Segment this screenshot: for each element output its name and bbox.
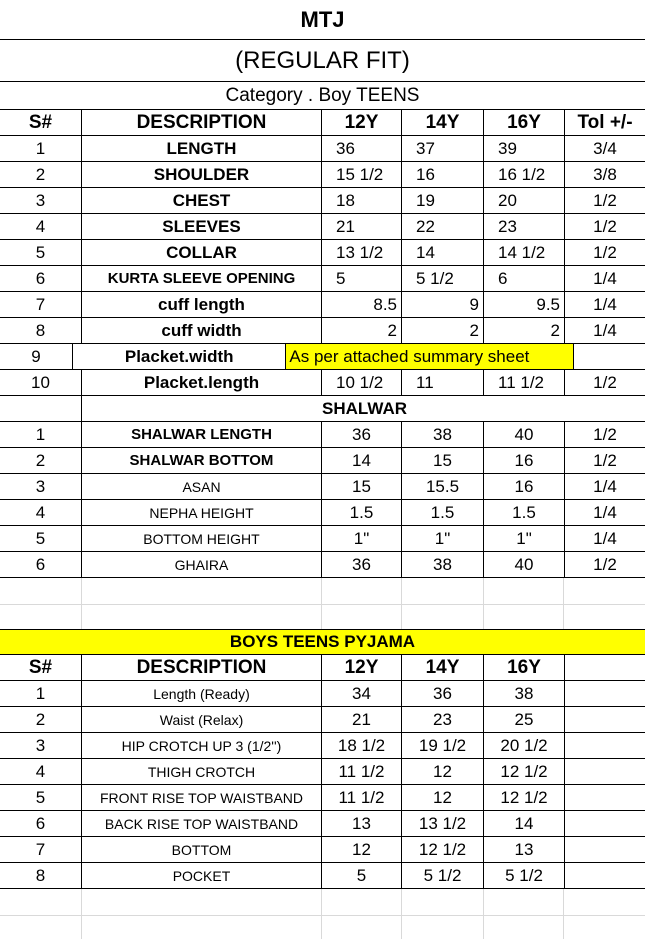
row-tolerance: 1/2 bbox=[593, 554, 617, 574]
value-12y: 36 bbox=[322, 422, 402, 447]
col-description-header: DESCRIPTION bbox=[82, 655, 322, 680]
col-sn-header: S# bbox=[0, 655, 82, 680]
table-row bbox=[0, 318, 645, 344]
table-row bbox=[0, 733, 645, 759]
row-tolerance: 1/4 bbox=[593, 294, 617, 314]
row-tolerance bbox=[565, 811, 645, 836]
table-row bbox=[0, 707, 645, 733]
row-sn: 5 bbox=[0, 240, 82, 265]
value-12y: 36 bbox=[322, 552, 402, 577]
value-16y: 16 1/2 bbox=[484, 162, 565, 187]
value-12y: 18 bbox=[322, 188, 402, 213]
value-14y: 5 1/2 bbox=[402, 863, 484, 888]
table-row bbox=[0, 448, 645, 474]
table-row bbox=[0, 552, 645, 578]
row-description: cuff width bbox=[82, 318, 322, 343]
row-sn: 5 bbox=[0, 785, 82, 810]
value-16y: 16 bbox=[484, 448, 565, 473]
row-description: CHEST bbox=[82, 188, 322, 213]
header-row bbox=[0, 110, 645, 136]
col-12y-header: 12Y bbox=[322, 110, 402, 135]
value-14y: 38 bbox=[402, 552, 484, 577]
col-16y-header: 16Y bbox=[484, 110, 565, 135]
row-tolerance bbox=[565, 759, 645, 784]
row-tolerance: 3/4 bbox=[593, 138, 617, 158]
row-tolerance: 1/2 bbox=[593, 190, 617, 210]
row-tolerance: 1/4 bbox=[593, 320, 617, 340]
row-description: LENGTH bbox=[82, 136, 322, 161]
value-16y: 23 bbox=[484, 214, 565, 239]
grid-line bbox=[401, 889, 402, 939]
summary-note: As per attached summary sheet bbox=[286, 344, 574, 369]
shalwar-section-label: SHALWAR bbox=[322, 398, 407, 418]
value-14y: 16 bbox=[402, 162, 484, 187]
col-description-header: DESCRIPTION bbox=[82, 110, 322, 135]
grid-line bbox=[0, 604, 645, 605]
table-row bbox=[0, 500, 645, 526]
value-14y: 36 bbox=[402, 681, 484, 706]
table-row bbox=[0, 526, 645, 552]
company-title: MTJ bbox=[0, 0, 645, 40]
value-14y: 19 bbox=[402, 188, 484, 213]
value-14y: 15.5 bbox=[402, 474, 484, 499]
table-row bbox=[0, 759, 645, 785]
value-16y: 9.5 bbox=[484, 292, 565, 317]
value-12y: 10 1/2 bbox=[322, 370, 402, 395]
grid-line bbox=[0, 915, 645, 916]
value-14y: 9 bbox=[402, 292, 484, 317]
row-sn: 7 bbox=[0, 837, 82, 862]
value-16y: 40 bbox=[484, 552, 565, 577]
row-description: KURTA SLEEVE OPENING bbox=[82, 266, 322, 291]
value-14y: 37 bbox=[402, 136, 484, 161]
value-12y: 21 bbox=[322, 214, 402, 239]
row-tolerance: 1/4 bbox=[593, 528, 617, 548]
row-tolerance bbox=[565, 837, 645, 862]
row-sn: 2 bbox=[0, 448, 82, 473]
value-14y: 38 bbox=[402, 422, 484, 447]
value-14y: 23 bbox=[402, 707, 484, 732]
category-title: Category . Boy TEENS bbox=[0, 82, 645, 110]
row-description: SHALWAR BOTTOM bbox=[82, 448, 322, 473]
row-description: Placket.length bbox=[82, 370, 322, 395]
table-row bbox=[0, 681, 645, 707]
value-16y: 14 bbox=[484, 811, 565, 836]
table-row bbox=[0, 136, 645, 162]
value-16y: 38 bbox=[484, 681, 565, 706]
row-tolerance bbox=[565, 681, 645, 706]
row-sn: 2 bbox=[0, 162, 82, 187]
table-row bbox=[0, 837, 645, 863]
row-description: SHOULDER bbox=[82, 162, 322, 187]
row-sn: 4 bbox=[0, 759, 82, 784]
value-14y: 11 bbox=[402, 370, 484, 395]
table-row bbox=[0, 811, 645, 837]
col-14y-header: 14Y bbox=[402, 655, 484, 680]
table-row bbox=[0, 292, 645, 318]
col-16y-header: 16Y bbox=[484, 655, 565, 680]
table-row bbox=[0, 422, 645, 448]
value-12y: 5 bbox=[322, 863, 402, 888]
col-tolerance-header: Tol +/- bbox=[577, 111, 633, 133]
row-description: BOTTOM HEIGHT bbox=[82, 526, 322, 551]
table-row bbox=[0, 344, 645, 370]
value-16y: 11 1/2 bbox=[484, 370, 565, 395]
row-description: Placket.width bbox=[73, 344, 286, 369]
row-description: Waist (Relax) bbox=[82, 707, 322, 732]
row-sn: 5 bbox=[0, 526, 82, 551]
grid-line bbox=[321, 889, 322, 939]
col-tolerance-header bbox=[565, 655, 645, 680]
row-tolerance: 1/4 bbox=[593, 268, 617, 288]
value-12y: 14 bbox=[322, 448, 402, 473]
row-description: GHAIRA bbox=[82, 552, 322, 577]
row-description: FRONT RISE TOP WAISTBAND bbox=[82, 785, 322, 810]
row-sn: 9 bbox=[0, 344, 73, 369]
row-sn: 3 bbox=[0, 474, 82, 499]
value-16y: 1.5 bbox=[484, 500, 565, 525]
col-sn-header: S# bbox=[0, 110, 82, 135]
table-row bbox=[0, 266, 645, 292]
col-12y-header: 12Y bbox=[322, 655, 402, 680]
row-description: THIGH CROTCH bbox=[82, 759, 322, 784]
row-sn: 1 bbox=[0, 422, 82, 447]
table-row bbox=[0, 785, 645, 811]
value-16y: 16 bbox=[484, 474, 565, 499]
value-16y: 20 bbox=[484, 188, 565, 213]
grid-line bbox=[563, 889, 564, 939]
table-row bbox=[0, 474, 645, 500]
row-sn: 6 bbox=[0, 266, 82, 291]
table-row bbox=[0, 240, 645, 266]
row-tolerance: 3/8 bbox=[593, 164, 617, 184]
row-sn: 1 bbox=[0, 681, 82, 706]
row-sn: 7 bbox=[0, 292, 82, 317]
row-description: ASAN bbox=[82, 474, 322, 499]
table-row bbox=[0, 162, 645, 188]
row-description: POCKET bbox=[82, 863, 322, 888]
pyjama-section-title: BOYS TEENS PYJAMA bbox=[0, 629, 645, 655]
value-14y: 14 bbox=[402, 240, 484, 265]
value-14y: 22 bbox=[402, 214, 484, 239]
table-row bbox=[0, 863, 645, 889]
row-sn: 6 bbox=[0, 552, 82, 577]
grid-line bbox=[483, 889, 484, 939]
row-tolerance bbox=[565, 707, 645, 732]
value-16y: 5 1/2 bbox=[484, 863, 565, 888]
row-tolerance: 1/4 bbox=[593, 476, 617, 496]
table-row bbox=[0, 370, 645, 396]
value-14y: 19 1/2 bbox=[402, 733, 484, 758]
value-12y: 11 1/2 bbox=[322, 785, 402, 810]
table-row bbox=[0, 188, 645, 214]
value-14y: 12 bbox=[402, 785, 484, 810]
row-tolerance bbox=[574, 344, 645, 369]
grid-line bbox=[81, 889, 82, 939]
value-12y: 1.5 bbox=[322, 500, 402, 525]
row-sn: 4 bbox=[0, 214, 82, 239]
row-description: COLLAR bbox=[82, 240, 322, 265]
value-14y: 5 1/2 bbox=[402, 266, 484, 291]
header-row bbox=[0, 655, 645, 681]
row-tolerance: 1/2 bbox=[593, 450, 617, 470]
value-12y: 15 bbox=[322, 474, 402, 499]
value-14y: 2 bbox=[402, 318, 484, 343]
row-description: NEPHA HEIGHT bbox=[82, 500, 322, 525]
value-16y: 39 bbox=[484, 136, 565, 161]
value-16y: 14 1/2 bbox=[484, 240, 565, 265]
col-14y-header: 14Y bbox=[402, 110, 484, 135]
row-description: BOTTOM bbox=[82, 837, 322, 862]
value-12y: 21 bbox=[322, 707, 402, 732]
value-12y: 13 bbox=[322, 811, 402, 836]
row-description: Length (Ready) bbox=[82, 681, 322, 706]
row-sn: 4 bbox=[0, 500, 82, 525]
fit-title: (REGULAR FIT) bbox=[0, 40, 645, 82]
row-sn: 10 bbox=[0, 370, 82, 395]
value-16y: 12 1/2 bbox=[484, 759, 565, 784]
value-16y: 6 bbox=[484, 266, 565, 291]
row-tolerance: 1/2 bbox=[593, 372, 617, 392]
row-sn: 1 bbox=[0, 136, 82, 161]
value-12y: 11 1/2 bbox=[322, 759, 402, 784]
value-16y: 13 bbox=[484, 837, 565, 862]
value-16y: 20 1/2 bbox=[484, 733, 565, 758]
value-16y: 25 bbox=[484, 707, 565, 732]
value-14y: 12 1/2 bbox=[402, 837, 484, 862]
row-description: SHALWAR LENGTH bbox=[82, 422, 322, 447]
value-14y: 1" bbox=[402, 526, 484, 551]
row-tolerance: 1/4 bbox=[593, 502, 617, 522]
value-14y: 1.5 bbox=[402, 500, 484, 525]
row-sn: 3 bbox=[0, 188, 82, 213]
empty-cell bbox=[0, 396, 82, 421]
value-16y: 12 1/2 bbox=[484, 785, 565, 810]
value-14y: 13 1/2 bbox=[402, 811, 484, 836]
row-sn: 8 bbox=[0, 863, 82, 888]
row-tolerance bbox=[565, 785, 645, 810]
row-tolerance: 1/2 bbox=[593, 424, 617, 444]
row-sn: 6 bbox=[0, 811, 82, 836]
value-14y: 12 bbox=[402, 759, 484, 784]
value-12y: 18 1/2 bbox=[322, 733, 402, 758]
value-12y: 2 bbox=[322, 318, 402, 343]
table-row bbox=[0, 214, 645, 240]
value-12y: 8.5 bbox=[322, 292, 402, 317]
value-12y: 5 bbox=[322, 266, 402, 291]
row-tolerance bbox=[565, 733, 645, 758]
row-description: SLEEVES bbox=[82, 214, 322, 239]
value-12y: 15 1/2 bbox=[322, 162, 402, 187]
row-sn: 8 bbox=[0, 318, 82, 343]
value-16y: 40 bbox=[484, 422, 565, 447]
value-12y: 36 bbox=[322, 136, 402, 161]
row-tolerance: 1/2 bbox=[593, 216, 617, 236]
shalwar-label-row bbox=[0, 396, 645, 422]
row-tolerance: 1/2 bbox=[593, 242, 617, 262]
row-description: HIP CROTCH UP 3 (1/2'') bbox=[82, 733, 322, 758]
row-description: cuff length bbox=[82, 292, 322, 317]
row-description: BACK RISE TOP WAISTBAND bbox=[82, 811, 322, 836]
row-sn: 3 bbox=[0, 733, 82, 758]
value-12y: 13 1/2 bbox=[322, 240, 402, 265]
value-12y: 12 bbox=[322, 837, 402, 862]
value-16y: 1" bbox=[484, 526, 565, 551]
value-14y: 15 bbox=[402, 448, 484, 473]
value-12y: 1" bbox=[322, 526, 402, 551]
value-12y: 34 bbox=[322, 681, 402, 706]
row-tolerance bbox=[565, 863, 645, 888]
value-16y: 2 bbox=[484, 318, 565, 343]
row-sn: 2 bbox=[0, 707, 82, 732]
